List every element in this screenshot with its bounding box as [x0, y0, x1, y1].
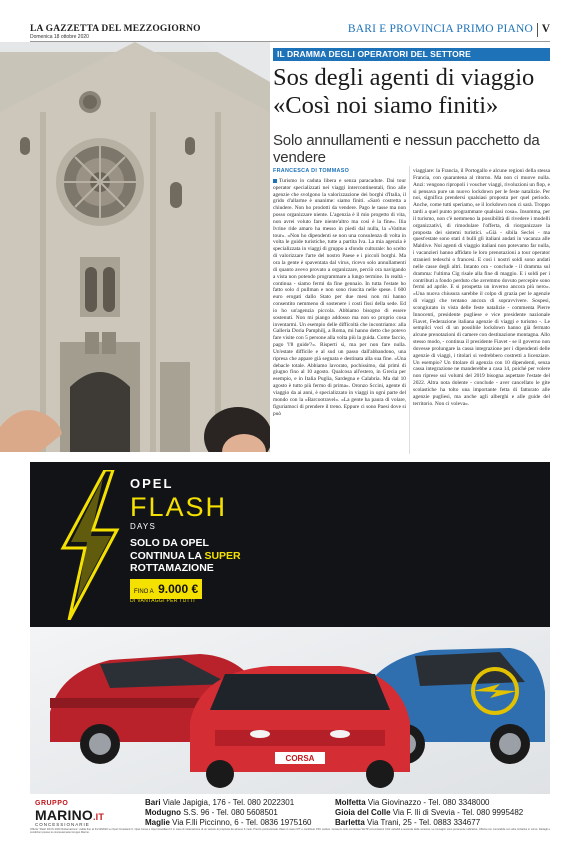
- price-badge: [130, 579, 202, 599]
- opel-logo-icon: [470, 666, 520, 716]
- opel-advertisement[interactable]: [30, 462, 550, 794]
- dealer-logo-main: [35, 807, 104, 823]
- article-subhead: Solo annullamenti e nessun pacchetto da vendere: [273, 132, 540, 166]
- ad-brand: OPEL: [130, 476, 174, 491]
- masthead: [30, 23, 550, 43]
- dealer-branch: [145, 798, 311, 808]
- branch-city: Gioia del Colle: [335, 808, 391, 817]
- price-caption: DI VANTAGGI PER TUTTI: [130, 598, 195, 604]
- dealer-name: MARINO: [35, 807, 93, 823]
- article-kicker: IL DRAMMA DEGLI OPERATORI DEL SETTORE: [273, 48, 550, 61]
- dealer-logo-sub: CONCESSIONARIE: [35, 822, 90, 827]
- article-column-1: [273, 168, 406, 417]
- page-number: V: [541, 23, 550, 35]
- price-prefix: FINO A: [134, 589, 154, 595]
- cathedral-photo: [0, 42, 270, 452]
- article-headline: [273, 64, 550, 120]
- dealer-branch: [145, 808, 311, 818]
- dealer-branch: [335, 808, 523, 818]
- branch-address: Via F. lli di Svevia - Tel. 080 9995482: [390, 808, 524, 817]
- cathedral-illustration: [0, 42, 270, 452]
- dealer-branch: [145, 818, 311, 828]
- branch-city: Bari: [145, 798, 161, 807]
- branch-address: Via F.lli Piccinno, 6 - Tel. 0836 1975160: [169, 818, 312, 827]
- dealer-branches-left: [145, 798, 311, 828]
- price-value: 9.000 €: [158, 582, 199, 596]
- ad-promo-text: [130, 537, 241, 575]
- promo-line: [130, 550, 241, 563]
- article-text: Turismo in caduta libera e senza paracadute. Dai tour operator specializzati nei viaggi intercontinentali, fino alle agenzie che svolgono la valorizzazione dei borghi d'Italia, il grido d'allarme è unanime: siamo finiti. «Sarò costretta a chiudere. Non ho prodotti da vendere. Pago le tasse ma non posso organizzare niente. L'agenzia è il mio progetto di vita, non avrei voluto fare niente'altro ma così è la fine». Ilia Ivrine ride amaro ha messo in piedi dal nulla, la «Vatitus tour». «Non ho dipendenti se non una consulenza di volta in volta le guide turistiche, tutte a partita Iva. La mia agenzia è specializzata in viaggi di gruppo a sfondo culturale: ho scelto di valorizzare l'arte del nostro Paese e i piccoli borghi. Ma ora la gente è spaventata dal virus, ricevo solo annullamenti di quanto avevo provato a organizzare, perciò ora navigando a vista non potendo programmare a lungo termine. In realtà - continua - siamo fermi da fine gennaio. In tutta l'estate ho fatto solo 4 pullman e non sono riuscita nelle spese. I 600 euro erogati dallo Stato per due mesi non mi hanno consentito nemmeno di sostenere i costi fissi della sede. Ed io ho un'agenzia piccola. Abbiamo bisogno di essere sostenuti. Non mi piango addosso ma non so proprio cosa inventarmi. Un esempio delle difficoltà che incontriamo: alla Galleria Doria Pamphilj, a Roma, mi hanno detto che potevo fare visite con 5 persone alla volta più la guida. Come faccio, pago 'l'8 guide'?». Risperti sì, ma per non fare nulla. Un'estate difficile e al sud un passo dall'abbandono, una ripresa che appare già segnata e destinata alla sua fine. «Una debacle totale. Abbiamo lavorato, pochissimo, dai primi di giugno fino al 10 agosto. Qualcosa all'estero, in Grecia per esempio, e in Italia Puglia, Sardegna e Calabria. Ma dal 10 agosto è tutto più fermo di prima». Oronzo Sccini, agente di viaggio da ai anni, è specializzato in viaggi in ogni parte del mondo con la «Barcootravel». «La gente ha paura di volare, figuriamoci di prendere il treno. Eppure ci sono Paesi dove si può: [273, 177, 406, 417]
- dealer-branches-right: [335, 798, 523, 828]
- branch-city: Maglie: [145, 818, 170, 827]
- section-divider: [537, 23, 538, 37]
- headline-line: Sos degli agenti di viaggio: [273, 64, 535, 91]
- dealer-footer: [30, 798, 550, 826]
- promo-line-text: CONTINUA LA: [130, 549, 205, 562]
- headline-line: «Così noi siamo finiti»: [273, 92, 499, 119]
- ad-fineprint: Offerta "Flash DAYS 2020 Rottamazione" valida fino al 31/10/2020 su Opel Crossland X, Opel Corsa e Opel Grandland X in caso di rottamazione di un veicolo di proprietà da almeno 6 mesi. Prezzo promozionale chiavi in mano IPT e contributo PFU esclusi. Consumi ciclo combinato WLTP ed emissioni CO2 variabili a seconda della versione. Le immagini sono puramente indicative. Offerta non cumulabile con altre iniziative in corso. Dettagli e condizioni presso le concessionarie Gruppo Marino.: [30, 828, 550, 835]
- car-plate: CORSA: [285, 754, 315, 763]
- promo-highlight: SUPER: [204, 549, 241, 562]
- dealer-logo-top: GRUPPO: [35, 800, 69, 807]
- dealer-branch: [335, 818, 523, 828]
- issue-date: Domenica 18 ottobre 2020: [30, 34, 89, 40]
- article-byline: FRANCESCA DI TOMMASO: [273, 168, 350, 174]
- article-column-2: [413, 168, 550, 408]
- ad-event-subtitle: DAYS: [130, 522, 156, 531]
- branch-city: Modugno: [145, 808, 181, 817]
- ad-event-title: FLASH: [130, 492, 228, 522]
- column-divider: [409, 166, 410, 454]
- paragraph-bullet-icon: [273, 179, 277, 183]
- article-text: viaggiare: la Francia, il Portogallo e alcune regioni della stessa Francia, con quarantena al ritorno. Ma non ci muove nulla. Anzi: vengono ripropoli i voucher viaggi, rivoluzioni un flop, e si pensava pure un nuovo lockdown per le feste natalizie. Per noi, significa prendersi qualsiasi proposta per quel periodo. Anche, come tutti speriamo, se il lockdown non ci sarà. Troppo tardi a quel punto programmare qualsiasi cosa». Insomma, per il turismo, non c'è nemmeno la possibilità di rivedere i modelli organizzativi, di rimodulare l'offerta, di riorganizzare la proposta dei sistemi turistici. «Già - sibila Seclei - ma quest'estate sono stati 4 bulli gli italiani andati in vacanza alle Maldive. Noi agenti di viaggio italiani non potevamo far nulla, i vacanzieri hanno affidato le loro prenotazioni a tour operator stranieri tedeschi o francesi. E così i nostri soldi sono andati nelle casse degli altri. Intanto ora - conclude - il dramma sul dramma: l'ultima Cig risale alla fine di maggio. E i soldi per i contributi a fondo perduto che avremmo dovuto percepire sono fermi ad aprile. E si prospetta un inverno ancora più nero». «Una nuova chiusura sarebbe il colpo di grazia per le agenzie di viaggi che tentano ancora di sopravvivere. Sospesi, scongiurato in vista delle feste natalizie - commenta Pierre Innocenti, presidente pugliese e vice presidente nazionale Fiavet, Federazione italiana agenzie di viaggi e turismo -. Le sempilci voci di un possibile lockdown hanno già fermato alcune prenotazioni di camere con destinazione montagna. Allo stesso modo, - continua il presidente Fiavet - se il governo non dovesse prolungare la cassa integrazione per i dipendenti delle agenzie di viaggi, i titolari si vedrebbero costretti a licenziare. Un esempio? Un titolare di agenzia con 10 dipendenti, senza cassa integrazione ne manderebbe a casa 14, poiché per volere non riprese sui volumi del 2019 bisogna aspettare l'estate del 2022. Altra nota dolente - conclude - aver cancellato le gite scolastiche ha tolto una importante fetta di fatturato alle agenzie pugliesi, ma anche agli alberghi e alle guide del territorio. Non ci voleva».: [413, 168, 550, 407]
- branch-address: Via Giovinazzo - Tel. 080 3348000: [365, 798, 490, 807]
- promo-line: SOLO DA OPEL: [130, 537, 209, 549]
- promo-line: ROTTAMAZIONE: [130, 562, 214, 574]
- branch-city: Molfetta: [335, 798, 366, 807]
- dealer-branch: [335, 798, 523, 808]
- lightning-bolt-icon: [55, 470, 125, 620]
- article-paragraph: [273, 178, 406, 418]
- branch-address: Viale Japigia, 176 - Tel. 080 2022301: [160, 798, 295, 807]
- dealer-domain: .IT: [92, 812, 105, 822]
- newspaper-name: LA GAZZETTA DEL MEZZOGIORNO: [30, 24, 201, 34]
- red-corsa-car: [190, 666, 410, 788]
- section-label: BARI E PROVINCIA PRIMO PIANO: [347, 23, 533, 35]
- branch-address: Via Trani, 25 - Tel. 0883 334677: [364, 818, 481, 827]
- branch-address: S.S. 96 - Tel. 080 5608501: [180, 808, 278, 817]
- branch-city: Barletta: [335, 818, 365, 827]
